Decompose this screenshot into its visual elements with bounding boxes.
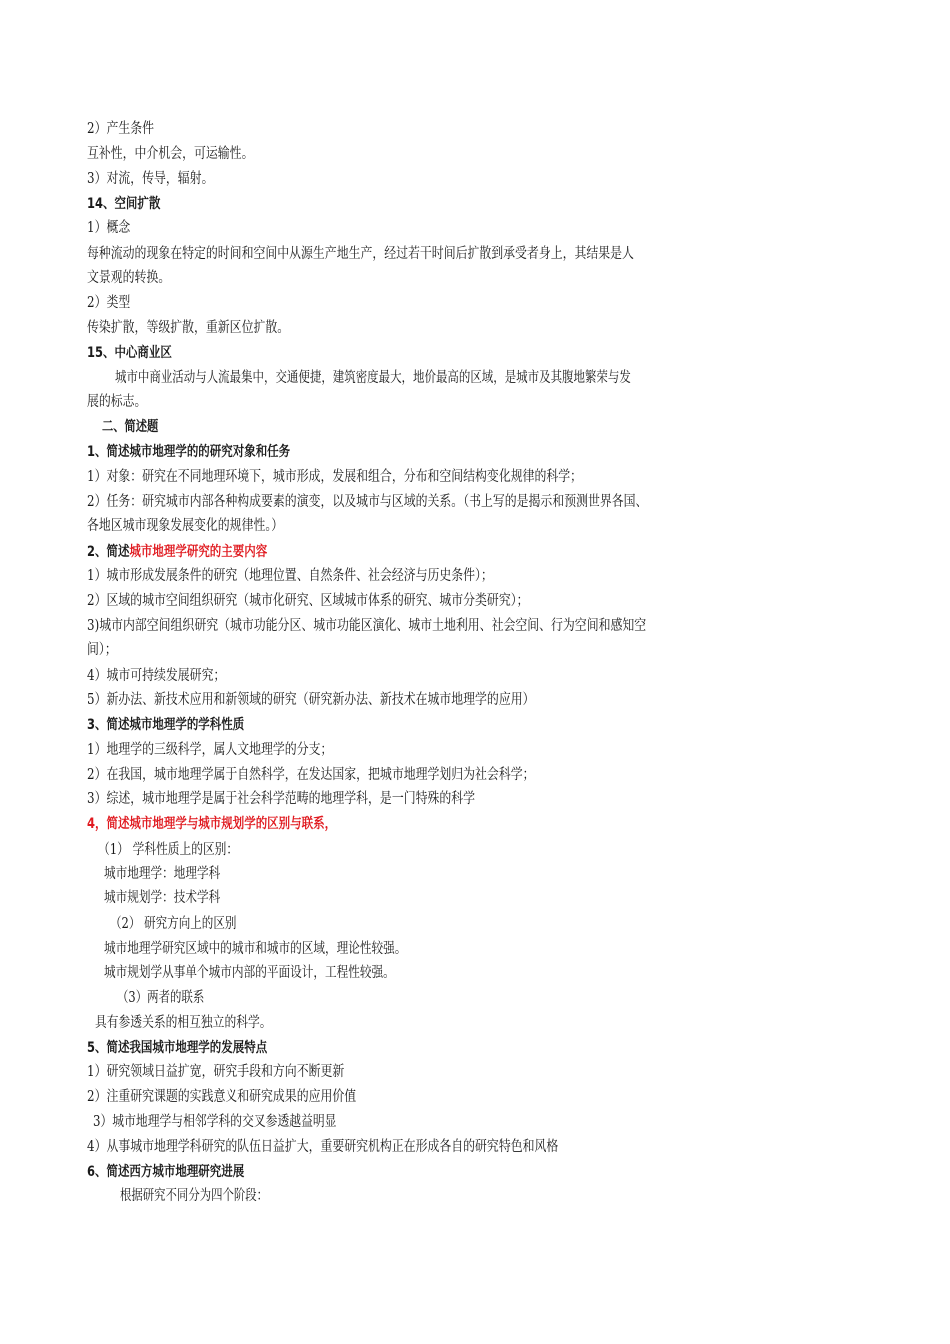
text-line: 3）城市地理学与相邻学科的交叉参透越益明显 bbox=[93, 1114, 337, 1130]
text-line: 5）新办法、新技术应用和新领域的研究（研究新办法、新技术在城市地理学的应用） bbox=[87, 692, 535, 708]
text-line: 互补性，中介机会，可运输性。 bbox=[87, 146, 254, 162]
text-line: 3）对流，传导，辐射。 bbox=[87, 171, 214, 187]
text-line: 城市规划学：技术学科 bbox=[104, 890, 221, 906]
text-line: 2）任务：研究城市内部各种构成要素的演变，以及城市与区域的关系。（书上写的是揭示和预测世界各国、 bbox=[87, 494, 648, 510]
section-heading: 15、中心商业区 bbox=[87, 345, 172, 361]
text-line: 4）从事城市地理学科研究的队伍日益扩大，重要研究机构正在形成各自的研究特色和风格 bbox=[87, 1139, 559, 1155]
text-line: 3）综述，城市地理学是属于社会科学范畴的地理学科，是一门特殊的科学 bbox=[87, 791, 476, 807]
text-line: 4）城市可持续发展研究； bbox=[87, 668, 226, 684]
text-line: 1）地理学的三级科学，属人文地理学的分支； bbox=[87, 742, 333, 758]
text-line: 传染扩散，等级扩散，重新区位扩散。 bbox=[87, 320, 290, 336]
text-line: 文景观的转换。 bbox=[87, 270, 171, 286]
text-line: 2）区域的城市空间组织研究（城市化研究、区域城市体系的研究、城市分类研究）； bbox=[87, 593, 529, 609]
question-heading: 1、简述城市地理学的的研究对象和任务 bbox=[87, 444, 291, 460]
section-heading: 14、空间扩散 bbox=[87, 196, 161, 212]
text-line: 各地区城市现象发展变化的规律性。） bbox=[87, 518, 284, 534]
text-line: 2）在我国，城市地理学属于自然科学，在发达国家，把城市地理学划归为社会科学； bbox=[87, 767, 535, 783]
highlighted-heading-text: 城市地理学研究的主要内容 bbox=[129, 544, 268, 560]
text-line: （2） 研究方向上的区别 bbox=[110, 916, 237, 932]
text-line: 2）类型 bbox=[87, 295, 131, 311]
text-line: 间）； bbox=[87, 642, 117, 658]
text-line: 2）产生条件 bbox=[87, 121, 155, 137]
text-line: 城市地理学研究区域中的城市和城市的区域，理论性较强。 bbox=[104, 941, 407, 957]
question-heading: 3、简述城市地理学的学科性质 bbox=[87, 717, 245, 733]
text-line: （3）两者的联系 bbox=[117, 990, 205, 1006]
text-line: 具有参透关系的相互独立的科学。 bbox=[95, 1015, 272, 1031]
text-line: 城市规划学从事单个城市内部的平面设计，工程性较强。 bbox=[104, 965, 395, 981]
text-line: 根据研究不同分为四个阶段： bbox=[120, 1188, 269, 1204]
text-line: 3)城市内部空间组织研究（城市功能分区、城市功能区演化、城市土地利用、社会空间、行为空间和感知空 bbox=[87, 618, 647, 634]
text-line: 城市中商业活动与人流最集中，交通便捷，建筑密度最大，地价最高的区域，是城市及其腹地繁荣与发 bbox=[115, 370, 631, 386]
text-line: （1） 学科性质上的区别： bbox=[98, 842, 239, 858]
text-line: 1）研究领域日益扩宽，研究手段和方向不断更新 bbox=[87, 1064, 345, 1080]
part-heading: 二、简述题 bbox=[102, 419, 159, 435]
question-heading bbox=[87, 540, 866, 564]
text-line: 1）对象：研究在不同地理环境下，城市形成，发展和组合，分布和空间结构变化规律的科学； bbox=[87, 469, 583, 485]
text-line: 每种流动的现象在特定的时间和空间中从源生产地生产，经过若干时间后扩散到承受者身上，其结果是人 bbox=[87, 246, 634, 262]
text-line: 城市地理学：地理学科 bbox=[104, 866, 221, 882]
text-line: 1）城市形成发展条件的研究（地理位置、自然条件、社会经济与历史条件）； bbox=[87, 568, 493, 584]
question-heading: 6、简述西方城市地理研究进展 bbox=[87, 1164, 245, 1180]
heading-prefix: 2、简述 bbox=[87, 544, 130, 560]
text-line: 展的标志。 bbox=[87, 394, 147, 410]
text-line: 1）概念 bbox=[87, 220, 131, 236]
question-heading: 5、简述我国城市地理学的发展特点 bbox=[87, 1040, 268, 1056]
question-heading: 4，简述城市地理学与城市规划学的区别与联系， bbox=[87, 816, 337, 832]
text-line: 2）注重研究课题的实践意义和研究成果的应用价值 bbox=[87, 1089, 357, 1105]
